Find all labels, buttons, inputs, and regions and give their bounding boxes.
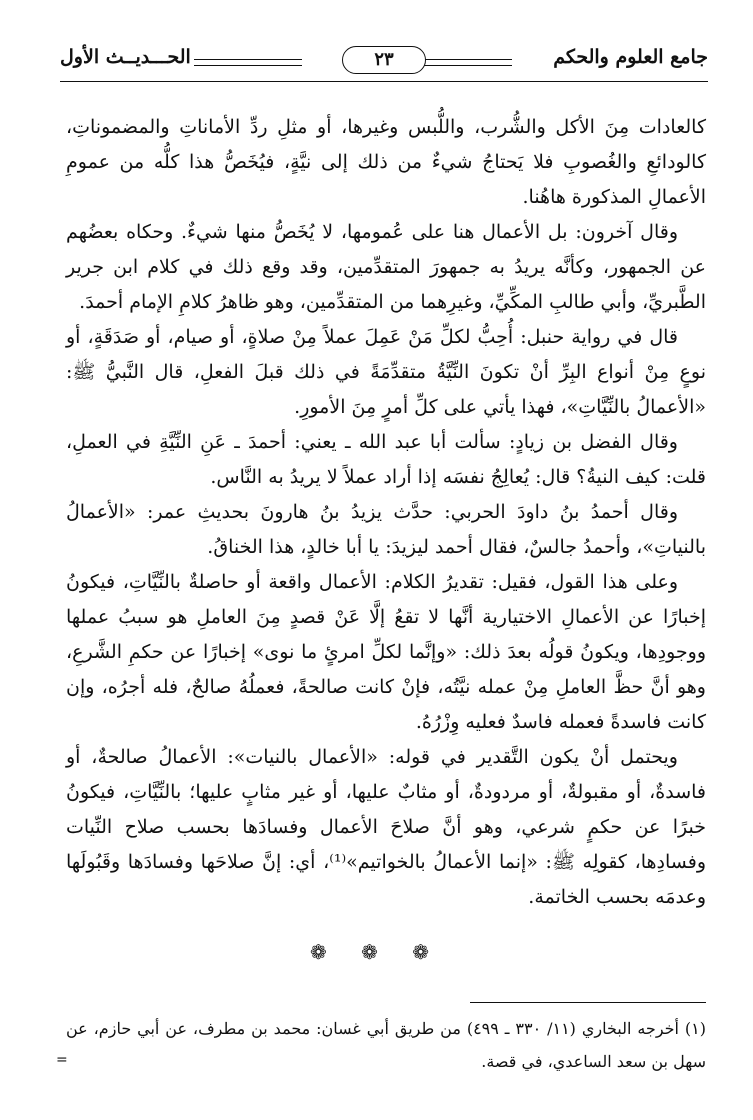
paragraph-5: وقال أحمدُ بنُ داودَ الحربي: حدَّث يزيدُ بنُ هارونَ بحديثِ عمر: «الأعمالُ بالنياتِ»، وأحمدُ جالسٌ، فقال أحمد ليزيدَ: يا أبا خالدٍ، هذا الخناقُ. xyxy=(66,501,706,558)
page-number: ٢٣ xyxy=(342,46,426,74)
main-text xyxy=(66,110,706,915)
paragraph-7: ويحتمل أنْ يكون التَّقدير في قوله: «الأعمال بالنيات»: الأعمالُ صالحةٌ، أو فاسدةٌ، أو مقبولةٌ، أو مردودةٌ، أو مثابٌ عليها، أو غير مثابٍ عليها؛ بالنِّيَّاتِ، فيكونُ خبرًا عن حكمٍ شرعي، وهو أنَّ صلاحَ الأعمال وفسادَها بحسب صلاح النِّيات وفسادِها، كقولِه ﷺ: «إنما الأعمالُ بالخواتيم»⁽¹⁾، أي: إنَّ صلاحَها وفسادَها وقَبُولَها وعدمَه بحسب الخاتمة. xyxy=(66,746,706,908)
footnote-1: (١) أخرجه البخاري (١١/ ٣٣٠ ـ ٤٩٩) من طريق أبي غسان: محمد بن مطرف، عن أبي حازم، عن سهل بن سعد الساعدي، في قصة. xyxy=(66,1019,706,1071)
book-title: جامع العلوم والحكم xyxy=(553,46,708,68)
chapter-title: الحـــديــث الأول xyxy=(60,46,191,68)
edge-mark: = xyxy=(56,1052,68,1068)
header-rule-left xyxy=(194,59,302,66)
paragraph-2: وقال آخرون: بل الأعمال هنا على عُمومها، لا يُخَصُّ منها شيءٌ. وحكاه بعضُهم عن الجمهور، وكأنَّه يريدُ به جمهورَ المتقدِّمين، وقد وقع ذلك في كلام ابن جرير الطَّبريِّ، وأبي طالبِ المكِّيِّ، وغيرِهما من المتقدِّمين، وهو ظاهرُ كلامِ الإمام أحمدَ. xyxy=(66,221,706,313)
paragraph-4: وقال الفضل بن زيادٍ: سألت أبا عبد الله ـ يعني: أحمدَ ـ عَنِ النِّيَّةِ في العملِ، قلت: كيف النيةُ؟ قال: يُعالِجُ نفسَه إذا أراد عملاً لا يريدُ به النَّاس. xyxy=(66,431,706,488)
paragraph-6: وعلى هذا القول، فقيل: تقديرُ الكلام: الأعمال واقعة أو حاصلةٌ بالنِّيَّاتِ، فيكونُ إخبارًا عن الأعمالِ الاختيارية أنَّها لا تقعُ إلَّا عَنْ قصدٍ مِنَ العاملِ هو سببُ عملها ووجودِها، ويكونُ قولُه بعدَ ذلك: «وإنَّما لكلِّ امرئٍ ما نوى» إخبارًا عن حكمِ الشَّرعِ، وهو أنَّ حظَّ العاملِ مِنْ عمله نيَّتُه، فإنْ كانت صالحةً، فعملُهُ صالحٌ، فله أجرُه، وإن كانت فاسدةً فعمله فاسدٌ فعليه وِزْرُهُ. xyxy=(66,571,706,733)
footnote-divider xyxy=(470,1002,706,1003)
ornament-separator: ❁ ❁ ❁ xyxy=(310,940,443,964)
paragraph-3: قال في رواية حنبل: أُحِبُّ لكلِّ مَنْ عَمِلَ عملاً مِنْ صلاةٍ، أو صيام، أو صَدَقَةٍ، أو نوعٍ مِنْ أنواع البِرِّ أنْ تكونَ النِّيَّةُ متقدِّمَةً في ذلك قبلَ الفعلِ، قال النَّبيُّ ﷺ: «الأعمالُ بالنِّيَّاتِ»، فهذا يأتي على كلِّ أمرٍ مِنَ الأمورِ. xyxy=(66,326,706,418)
header-divider xyxy=(60,81,708,82)
footnote xyxy=(66,1012,706,1078)
page-header xyxy=(60,44,708,78)
paragraph-1: كالعادات مِنَ الأكل والشُّرب، واللُّبس وغيرها، أو مثلِ ردِّ الأماناتِ والمضموناتِ، كالودائعِ والغُصوبِ فلا يَحتاجُ شيءٌ من ذلك إلى نيَّةٍ، فيُخَصُّ هذا كلُّه من عمومِ الأعمالِ المذكورة هاهُنا. xyxy=(66,116,706,208)
